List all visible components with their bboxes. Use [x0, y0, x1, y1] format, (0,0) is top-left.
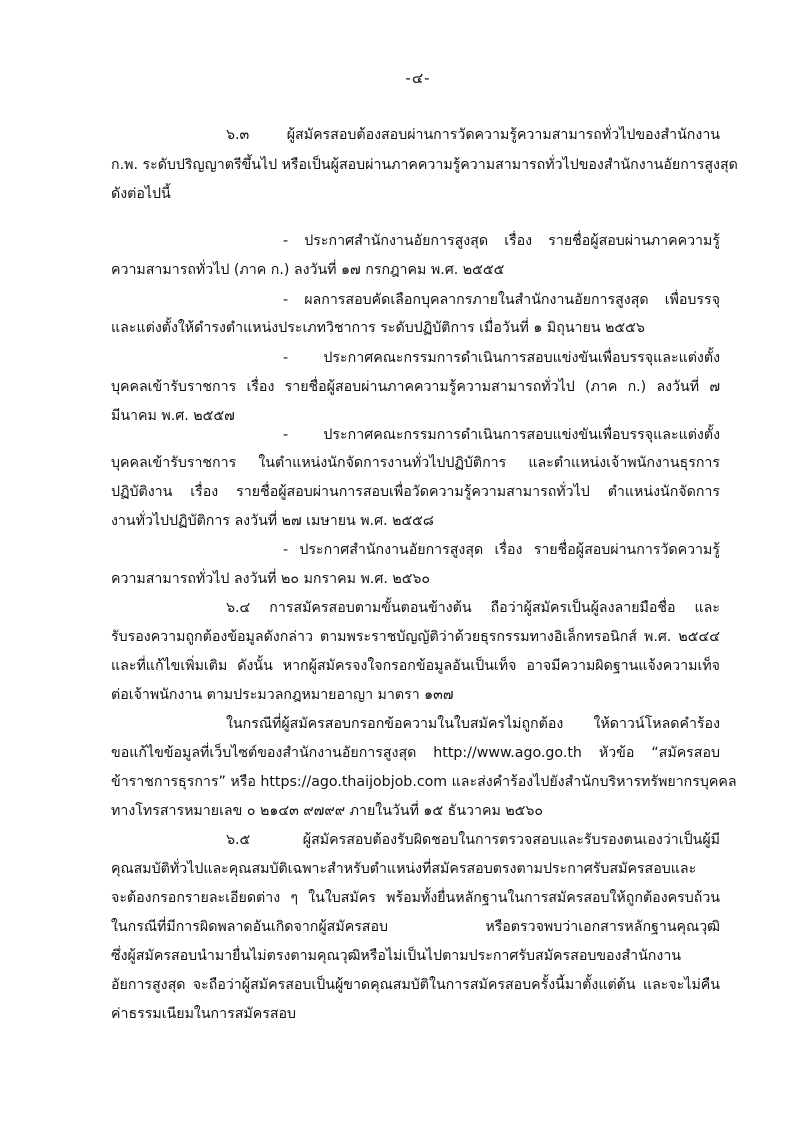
list-item-4-line-4: งานทั่วไปปฏิบัติการ ลงวันที่ ๒๗ เมษายน พ.ศ. ๒๕๕๘ — [111, 513, 434, 529]
list-item-4-line-1: - ประกาศคณะกรรมการดำเนินการสอบแข่งขันเพื่อบรรจุและแต่งตั้ง — [283, 427, 720, 443]
list-item-1-line-1: - ประกาศสำนักงานอัยการสูงสุด เรื่อง รายชื่อผู้สอบผ่านภาคความรู้ — [283, 233, 720, 249]
section-6-5-line-6: อัยการสูงสุด จะถือว่าผู้สมัครสอบเป็นผู้ขาดคุณสมบัติในการสมัครสอบครั้งนี้มาตั้งแต่ต้น และจะไม่คืน — [111, 977, 720, 993]
section-6-3-line-2: ก.พ. ระดับปริญญาตรีขึ้นไป หรือเป็นผู้สอบผ่านภาคความรู้ความสามารถทั่วไปของสำนักงานอัยการสูงสุด — [111, 157, 738, 173]
section-6-3-line-1: ๖.๓ ผู้สมัครสอบต้องสอบผ่านการวัดความรู้ความสามารถทั่วไปของสำนักงาน — [226, 127, 720, 143]
correction-para-line-2: ขอแก้ไขข้อมูลที่เว็บไซต์ของสำนักงานอัยการสูงสุด http://www.ago.go.th หัวข้อ “สมัครสอบ — [111, 745, 720, 761]
section-6-4-line-2: รับรองความถูกต้องข้อมูลดังกล่าว ตามพระราชบัญญัติว่าด้วยธุรกรรมทางอิเล็กทรอนิกส์ พ.ศ. ๒๕๔๔ — [111, 629, 720, 645]
list-item-1-line-2: ความสามารถทั่วไป (ภาค ก.) ลงวันที่ ๑๗ กรกฎาคม พ.ศ. ๒๕๕๕ — [111, 262, 505, 278]
section-6-5-line-4: ในกรณีที่มีการผิดพลาดอันเกิดจากผู้สมัครสอบ หรือตรวจพบว่าเอกสารหลักฐานคุณวุฒิ — [111, 919, 720, 935]
section-6-5-line-5: ซึ่งผู้สมัครสอบนำมายื่นไม่ตรงตามคุณวุฒิหรือไม่เป็นไปตามประกาศรับสมัครสอบของสำนักงาน — [111, 948, 681, 964]
correction-para-line-1: ในกรณีที่ผู้สมัครสอบกรอกข้อความในใบสมัครไม่ถูกต้อง ให้ดาวน์โหลดคำร้อง — [226, 716, 720, 732]
section-6-5-line-3: จะต้องกรอกรายละเอียดต่าง ๆ ในใบสมัคร พร้อมทั้งยื่นหลักฐานในการสมัครสอบให้ถูกต้องครบถ้วน — [111, 890, 720, 906]
correction-para-line-4: ทางโทรสารหมายเลข ๐ ๒๑๔๓ ๙๗๙๙ ภายในวันที่ ๑๕ ธันวาคม ๒๕๖๐ — [111, 803, 544, 819]
section-6-5-line-2: คุณสมบัติทั่วไปและคุณสมบัติเฉพาะสำหรับตำแหน่งที่สมัครสอบตรงตามประกาศรับสมัครสอบและ — [111, 861, 697, 877]
list-item-5-line-1: - ประกาศสำนักงานอัยการสูงสุด เรื่อง รายชื่อผู้สอบผ่านการวัดความรู้ — [283, 542, 720, 558]
correction-para-line-3: ข้าราชการธุรการ” หรือ https://ago.thaijobjob.com และส่งคำร้องไปยังสำนักบริหารทรัพยากรบุคคล — [111, 774, 737, 790]
section-6-5-line-7: ค่าธรรมเนียมในการสมัครสอบ — [111, 1006, 297, 1022]
list-item-4-line-2: บุคคลเข้ารับราชการ ในตำแหน่งนักจัดการงานทั่วไปปฏิบัติการ และตำแหน่งเจ้าพนักงานธุรการ — [111, 455, 720, 471]
section-6-4-line-4: ต่อเจ้าพนักงาน ตามประมวลกฎหมายอาญา มาตรา ๑๓๗ — [111, 687, 454, 703]
section-6-4-line-1: ๖.๔ การสมัครสอบตามขั้นตอนข้างต้น ถือว่าผู้สมัครเป็นผู้ลงลายมือชื่อ และ — [226, 600, 720, 616]
list-item-3-line-2: บุคคลเข้ารับราชการ เรื่อง รายชื่อผู้สอบผ่านภาคความรู้ความสามารถทั่วไป (ภาค ก.) ลงวันที่ ๗ — [111, 379, 720, 395]
list-item-2-line-2: และแต่งตั้งให้ดำรงตำแหน่งประเภทวิชาการ ระดับปฏิบัติการ เมื่อวันที่ ๑ มิถุนายน ๒๕๕๖ — [111, 320, 645, 336]
list-item-2-line-1: - ผลการสอบคัดเลือกบุคลากรภายในสำนักงานอัยการสูงสุด เพื่อบรรจุ — [283, 292, 720, 308]
list-item-5-line-2: ความสามารถทั่วไป ลงวันที่ ๒๐ มกราคม พ.ศ. ๒๕๖๐ — [111, 571, 431, 587]
page-number: -๔- — [405, 69, 431, 87]
section-6-5-line-1: ๖.๕ ผู้สมัครสอบต้องรับผิดชอบในการตรวจสอบและรับรองตนเองว่าเป็นผู้มี — [226, 832, 720, 848]
list-item-3-line-3: มีนาคม พ.ศ. ๒๕๕๗ — [111, 408, 235, 424]
section-6-4-line-3: และที่แก้ไขเพิ่มเติม ดังนั้น หากผู้สมัครจงใจกรอกข้อมูลอันเป็นเท็จ อาจมีความผิดฐานแจ้งความเท็จ — [111, 658, 720, 674]
list-item-4-line-3: ปฏิบัติงาน เรื่อง รายชื่อผู้สอบผ่านการสอบเพื่อวัดความรู้ความสามารถทั่วไป ตำแหน่งนักจัดการ — [111, 484, 720, 500]
section-6-3-line-3: ดังต่อไปนี้ — [111, 186, 171, 202]
list-item-3-line-1: - ประกาศคณะกรรมการดำเนินการสอบแข่งขันเพื่อบรรจุและแต่งตั้ง — [283, 350, 720, 366]
